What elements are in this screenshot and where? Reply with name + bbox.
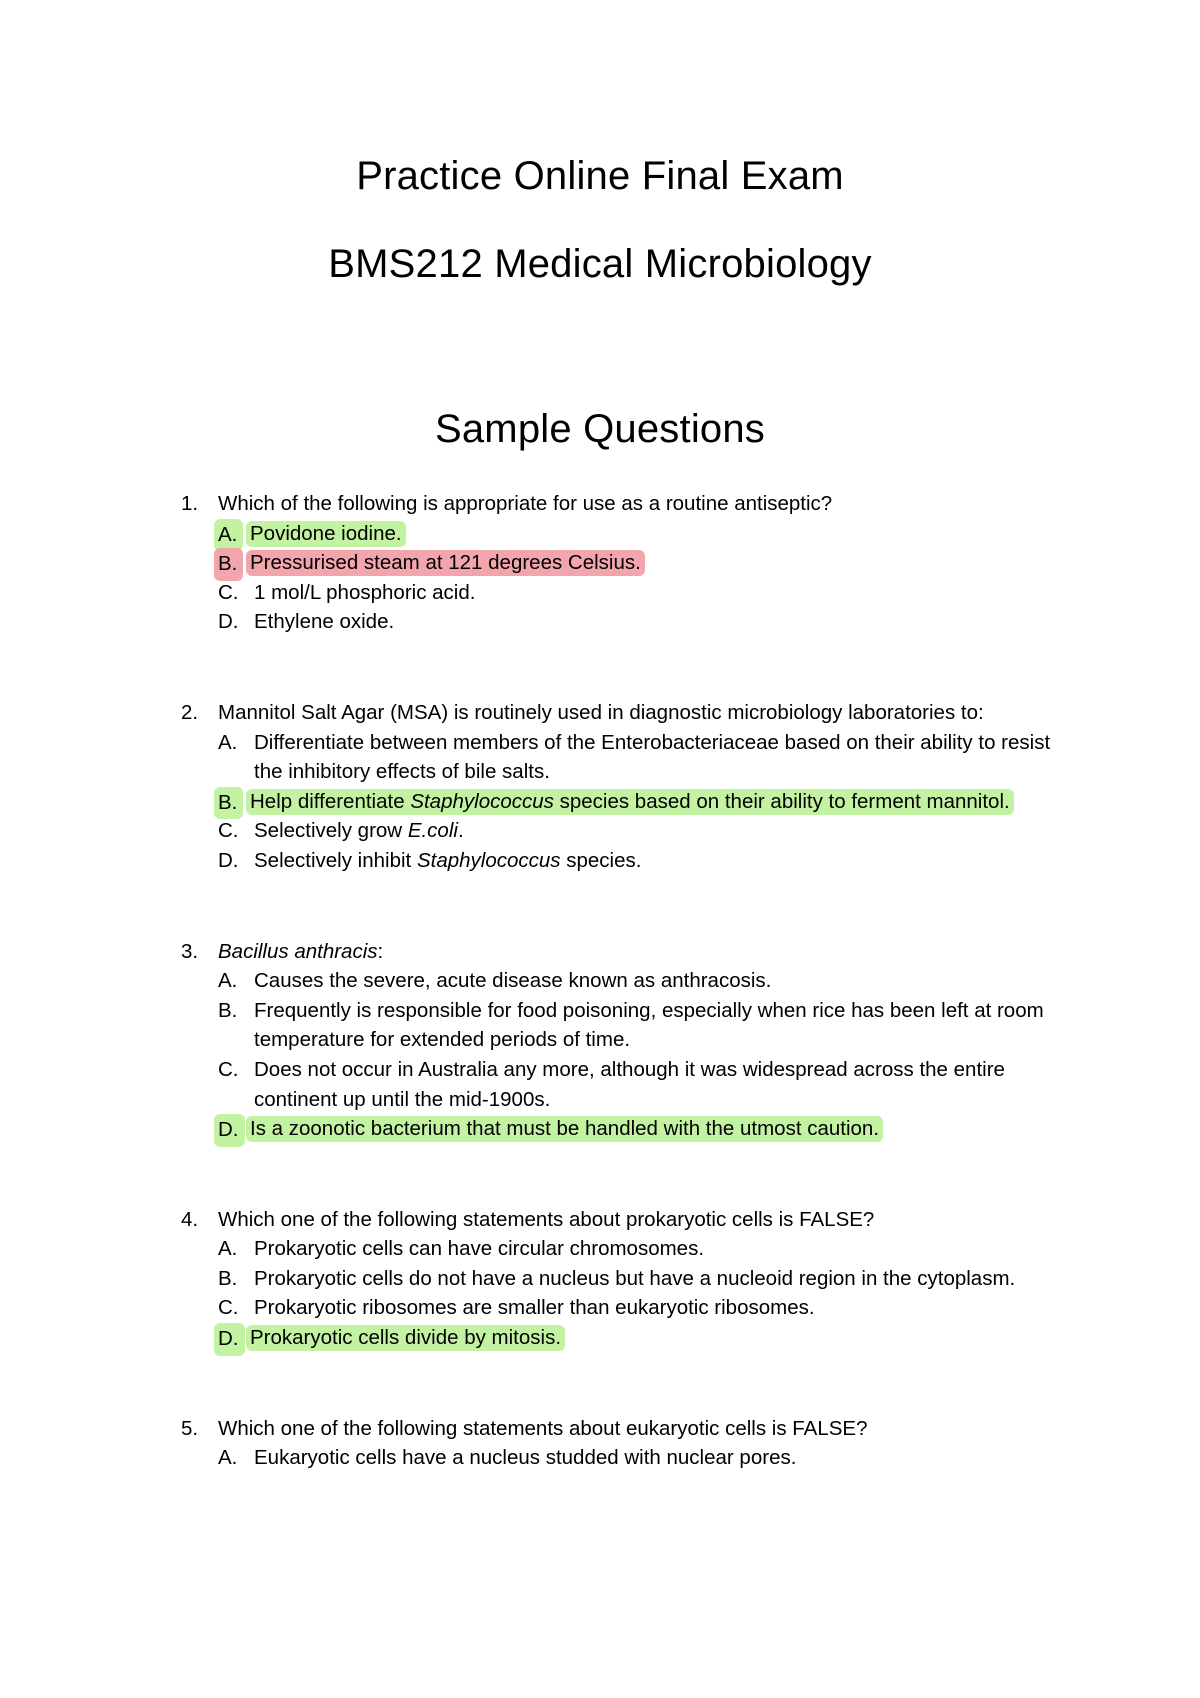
exam-title: Practice Online Final Exam bbox=[356, 154, 844, 198]
option-d bbox=[181, 846, 1081, 876]
option-d bbox=[181, 607, 1081, 637]
question-number: 5. bbox=[181, 1416, 199, 1440]
option-letter: C. bbox=[218, 819, 239, 843]
course-title: BMS212 Medical Microbiology bbox=[328, 242, 872, 286]
option-text: Ethylene oxide. bbox=[254, 610, 395, 634]
option-text-after: species. bbox=[560, 848, 642, 872]
question-text-italic: Bacillus anthracis bbox=[218, 939, 378, 963]
option-text bbox=[254, 819, 464, 842]
option-text: Eukaryotic cells have a nucleus studded with nuclear pores. bbox=[254, 1446, 797, 1470]
option-letter: A. bbox=[218, 730, 238, 754]
option-b bbox=[181, 996, 1081, 1055]
option-letter: B. bbox=[214, 787, 243, 820]
question-stem bbox=[181, 489, 1081, 519]
option-letter: C. bbox=[218, 1057, 239, 1081]
option-letter: C. bbox=[218, 1296, 239, 1320]
option-text-before: Selectively grow bbox=[254, 819, 408, 843]
option-c bbox=[181, 1055, 1081, 1114]
option-text: Is a zoonotic bacterium that must be handled with the utmost caution. bbox=[246, 1116, 883, 1142]
option-text: Differentiate between members of the Enterobacteriaceae based on their ability to resist the inhibitory effects of bile salts. bbox=[254, 730, 1051, 784]
question-text: Which one of the following statements about prokaryotic cells is FALSE? bbox=[218, 1207, 875, 1231]
option-text-italic: E.coli bbox=[407, 819, 458, 843]
option-c bbox=[181, 816, 1081, 846]
question-1 bbox=[181, 489, 1081, 637]
option-list bbox=[181, 519, 1081, 637]
option-letter: B. bbox=[218, 998, 238, 1022]
option-list bbox=[181, 728, 1081, 876]
question-4 bbox=[181, 1205, 1081, 1353]
question-text: Mannitol Salt Agar (MSA) is routinely used in diagnostic microbiology laboratories to: bbox=[218, 700, 984, 724]
option-a bbox=[181, 728, 1081, 787]
option-text-italic: Staphylococcus bbox=[410, 789, 554, 813]
question-stem bbox=[181, 937, 1081, 967]
option-a bbox=[181, 966, 1081, 996]
option-text: Pressurised steam at 121 degrees Celsius. bbox=[246, 550, 645, 576]
question-number: 3. bbox=[181, 939, 199, 963]
option-a bbox=[181, 519, 1081, 549]
option-b bbox=[181, 1264, 1081, 1294]
question-text: Which of the following is appropriate for use as a routine antiseptic? bbox=[218, 492, 833, 515]
question-text: Which one of the following statements about eukaryotic cells is FALSE? bbox=[218, 1416, 868, 1440]
option-text: Prokaryotic cells divide by mitosis. bbox=[246, 1325, 565, 1351]
option-letter: A. bbox=[218, 969, 238, 993]
question-stem bbox=[181, 1414, 1081, 1444]
option-d bbox=[181, 1323, 1081, 1353]
option-text-italic: Staphylococcus bbox=[416, 848, 561, 872]
option-text-before: Help differentiate bbox=[250, 789, 411, 813]
option-text: Povidone iodine. bbox=[246, 521, 406, 547]
option-text: 1 mol/L phosphoric acid. bbox=[254, 580, 476, 604]
option-text bbox=[254, 849, 641, 872]
option-c bbox=[181, 1293, 1081, 1323]
option-letter: A. bbox=[218, 1237, 238, 1261]
option-letter: A. bbox=[214, 519, 243, 552]
question-number: 2. bbox=[181, 700, 199, 724]
option-text: Prokaryotic cells can have circular chromosomes. bbox=[254, 1237, 705, 1261]
option-letter: D. bbox=[214, 1323, 245, 1356]
option-a bbox=[181, 1234, 1081, 1264]
question-3 bbox=[181, 937, 1081, 1144]
option-c bbox=[181, 578, 1081, 608]
option-letter: C. bbox=[218, 580, 239, 604]
option-text: Prokaryotic cells do not have a nucleus but have a nucleoid region in the cytoplasm. bbox=[254, 1266, 1016, 1290]
section-heading: Sample Questions bbox=[434, 407, 766, 451]
option-list bbox=[181, 1234, 1081, 1352]
question-stem bbox=[181, 1205, 1081, 1235]
option-text: Causes the severe, acute disease known as anthracosis. bbox=[254, 969, 772, 993]
option-text: Does not occur in Australia any more, although it was widespread across the entire continent up until the mid-1900s. bbox=[254, 1057, 1005, 1111]
option-text: Prokaryotic ribosomes are smaller than eukaryotic ribosomes. bbox=[254, 1296, 815, 1320]
option-text-before: Selectively inhibit bbox=[254, 848, 417, 872]
question-stem bbox=[181, 698, 1081, 728]
option-text-after: . bbox=[457, 819, 464, 843]
option-letter: B. bbox=[214, 548, 243, 581]
option-list bbox=[181, 966, 1081, 1144]
question-number: 4. bbox=[181, 1207, 199, 1231]
question-number: 1. bbox=[181, 492, 199, 515]
option-a bbox=[181, 1443, 1081, 1473]
option-letter: B. bbox=[218, 1266, 238, 1290]
option-text: Frequently is responsible for food poisoning, especially when rice has been left at room temperature for extended periods of time. bbox=[254, 998, 1044, 1052]
option-letter: A. bbox=[218, 1446, 238, 1470]
option-text-after: species based on their ability to ferment mannitol. bbox=[553, 789, 1010, 813]
option-d bbox=[181, 1114, 1081, 1144]
question-text-after: : bbox=[377, 939, 384, 963]
option-list bbox=[181, 1443, 1081, 1473]
option-b bbox=[181, 787, 1081, 817]
option-letter: D. bbox=[214, 1114, 245, 1147]
questions-list bbox=[181, 489, 1081, 1534]
option-b bbox=[181, 548, 1081, 578]
question-2 bbox=[181, 698, 1081, 876]
option-text bbox=[246, 789, 1014, 815]
option-letter: D. bbox=[218, 610, 239, 634]
question-5 bbox=[181, 1414, 1081, 1473]
option-letter: D. bbox=[218, 848, 239, 872]
